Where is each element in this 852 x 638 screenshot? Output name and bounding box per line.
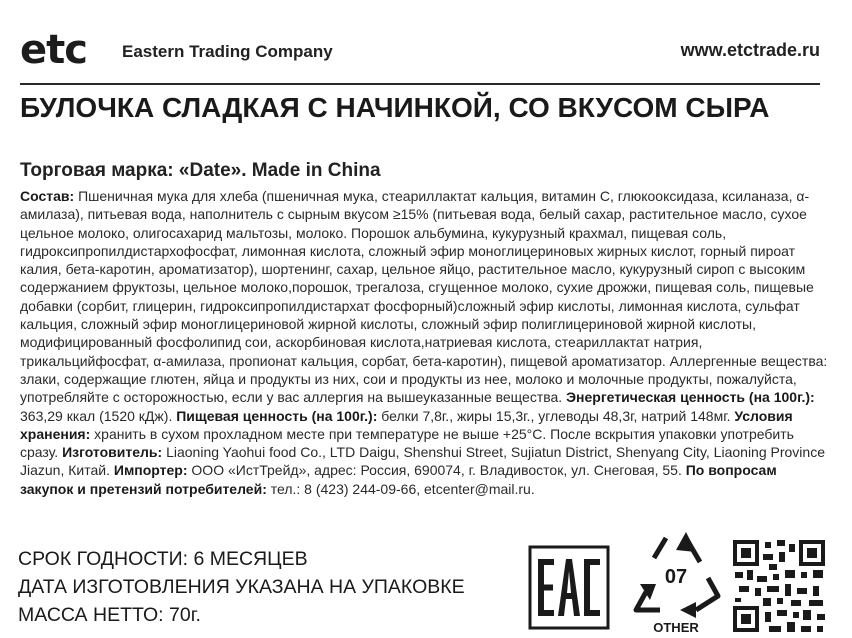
header-divider (20, 83, 820, 85)
energy-label: Энергетическая ценность (на 100г.): (566, 389, 815, 406)
manufacturer-label: Изготовитель: (62, 444, 163, 461)
product-details (20, 187, 832, 498)
eac-mark-icon (528, 545, 610, 630)
brand-line: Торговая марка: «Date». Made in China (20, 160, 381, 181)
product-title: БУЛОЧКА СЛАДКАЯ С НАЧИНКОЙ, СО ВКУСОМ СЫРА (20, 92, 770, 123)
manufacture-date: ДАТА ИЗГОТОВЛЕНИЯ УКАЗАНА НА УПАКОВКЕ (18, 576, 465, 598)
recycling-symbol (620, 528, 732, 636)
nutrition-label: Пищевая ценность (на 100г.): (176, 407, 378, 424)
recycle-label: OTHER (653, 620, 699, 635)
storage-label: Условия хранения: (20, 407, 793, 442)
importer-value: ООО «ИстТрейд», адрес: Россия, 690074, г. Владивосток, ул. Снеговая, 55. (187, 462, 686, 479)
shelf-life: СРОК ГОДНОСТИ: 6 МЕСЯЦЕВ (18, 548, 308, 570)
website-url: www.etctrade.ru (680, 40, 820, 60)
label-header (20, 28, 820, 76)
recycle-code: 07 (664, 566, 688, 588)
net-weight: МАССА НЕТТО: 70г. (18, 604, 201, 626)
claims-value: тел.: 8 (423) 244-09-66, etcenter@mail.ru. (266, 480, 535, 497)
nutrition-value: белки 7,8г., жиры 15,3г., углеводы 48,3г, натрий 148мг. (377, 407, 735, 424)
claims-label: По вопросам закупок и претензий потребителей: (20, 462, 777, 497)
etc-logo: etc (20, 27, 87, 73)
company-name: Eastern Trading Company (122, 42, 333, 61)
composition-label: Состав: (20, 188, 75, 204)
energy-value: 363,29 ккал (1520 кДж). (20, 407, 177, 424)
importer-label: Импортер: (113, 462, 188, 479)
qr-code-icon (733, 540, 825, 632)
storage-value: хранить в сухом прохладном месте при температуре не выше +25°С. После вскрытия упаковки употребить сразу. (20, 425, 794, 461)
footer-info (18, 545, 528, 629)
manufacturer-value: Liaoning Yaohui food Co., LTD Daigu, Shenshui Street, Sujiatun District, Shenyang City, Liaoning Province Jiazun, Китай. (20, 444, 825, 479)
composition-text: Пшеничная мука для хлеба (пшеничная мука, стеариллактат кальция, витамин С, глюкооксидаза, ксиланаза, α-амилаза), питьевая вода, наполнитель с сырным вкусом ≥15% (питьевая вода, белый сахар, растительное масло, сухое цельное молоко, олигосахарид мальтозы, молоко. Порошок альбумина, кукурузный крахмал, пищевая соль, гидроксипропилдистархофосфат, лимонная кислота, сложный эфир моноглицериновых жирных кислот, горный пироат калия, бета-каротин, ароматизатор), шортенинг, сахар, цельное яйцо, растительное масло, кукурузный сироп с высоким содержанием фруктозы, цельное молоко,порошок, трегалоза, сгущенное молоко, сухие дрожжи, пищевая соль, пищевые добавки (сорбит, глицерин, гидроксипропилдистархат фосфорный)сложный эфир кислоты, лимонная кислота, сульфат кальция, сложный эфир моноглицериновой жирной кислоты, сложный эфир полиглицериновой жирной кислоты, модифицированный фосфолипид сои, аскорбиновая кислота,натриевая кислота, стеариллактат натрия, трикальцийфосфат, α-амилаза, пропионат кальция, сорбат, бета-каротин), пищевой ароматизатор. (20, 188, 814, 369)
allergens-text: Аллергенные вещества: злаки, содержащие глютен, яйца и продукты из них, сои и продукты из нее, молоко и молочные продукты, пожалуйста, употребляйте с осторожностью, если у вас аллергия на вышеуказанные вещества. (20, 352, 828, 406)
